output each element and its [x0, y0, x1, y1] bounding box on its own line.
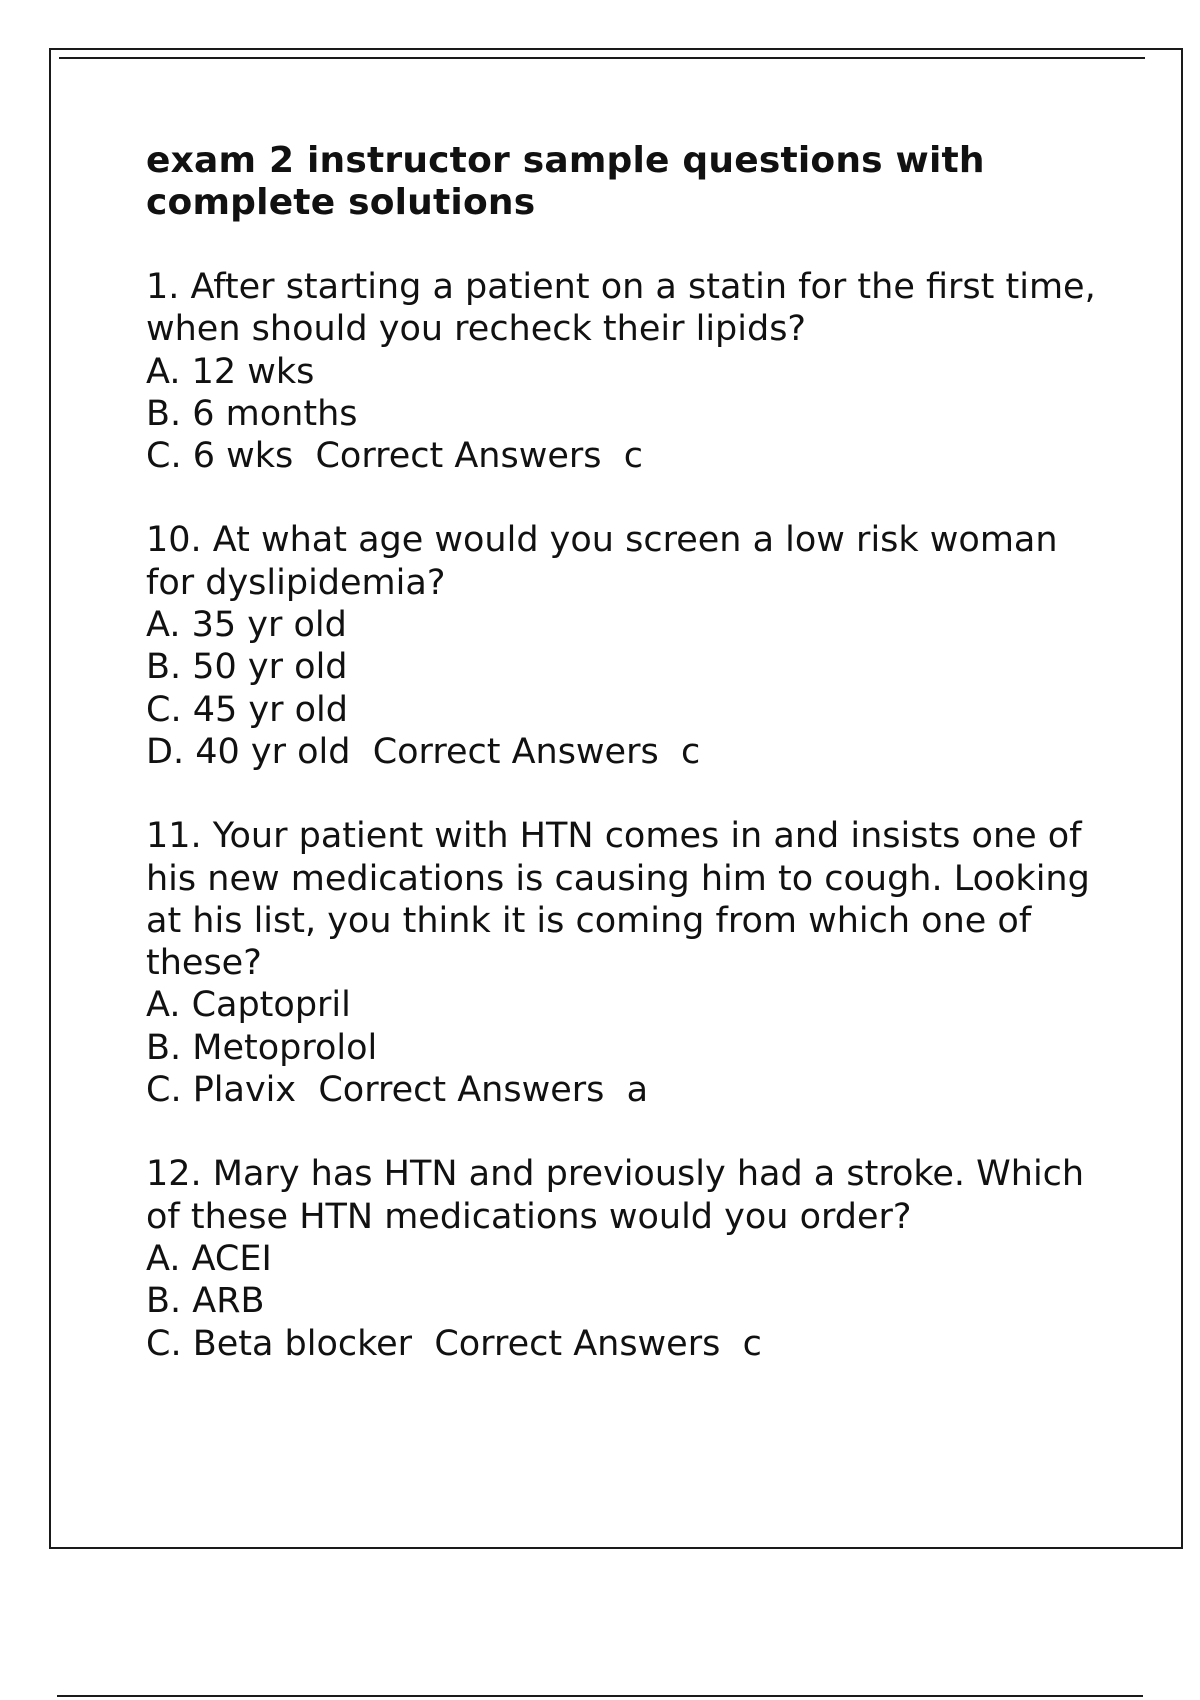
answer-option: A. 35 yr old — [146, 605, 347, 646]
answer-option: C. Plavix Correct Answers a — [146, 1070, 649, 1111]
document-title: exam 2 instructor sample questions with complete solutions — [146, 140, 985, 223]
document-content — [146, 140, 1096, 1407]
question-1 — [146, 266, 1096, 477]
question-10 — [146, 519, 1096, 773]
answer-option: A. 12 wks — [146, 351, 315, 392]
top-rule — [59, 57, 1145, 59]
answer-option: B. 50 yr old — [146, 647, 348, 688]
answer-option: A. ACEI — [146, 1238, 272, 1279]
question-12 — [146, 1153, 1096, 1364]
bottom-rule — [57, 1695, 1143, 1697]
answer-option: C. Beta blocker Correct Answers c — [146, 1323, 762, 1364]
answer-option: D. 40 yr old Correct Answers c — [146, 731, 701, 772]
answer-option: B. Metoprolol — [146, 1027, 378, 1068]
question-stem: 1. After starting a patient on a statin for the first time, when should you recheck their lipids? — [146, 267, 1096, 350]
question-stem: 11. Your patient with HTN comes in and insists one of his new medications is causing him to cough. Looking at his list, you think it is coming from which one of these? — [146, 816, 1090, 984]
answer-option: C. 45 yr old — [146, 689, 348, 730]
answer-option: A. Captopril — [146, 985, 351, 1026]
answer-option: B. 6 months — [146, 393, 358, 434]
answer-option: B. ARB — [146, 1281, 265, 1322]
question-stem: 12. Mary has HTN and previously had a stroke. Which of these HTN medications would you order? — [146, 1154, 1085, 1237]
answer-option: C. 6 wks Correct Answers c — [146, 436, 643, 477]
question-stem: 10. At what age would you screen a low risk woman for dyslipidemia? — [146, 520, 1058, 603]
question-11 — [146, 815, 1096, 1111]
